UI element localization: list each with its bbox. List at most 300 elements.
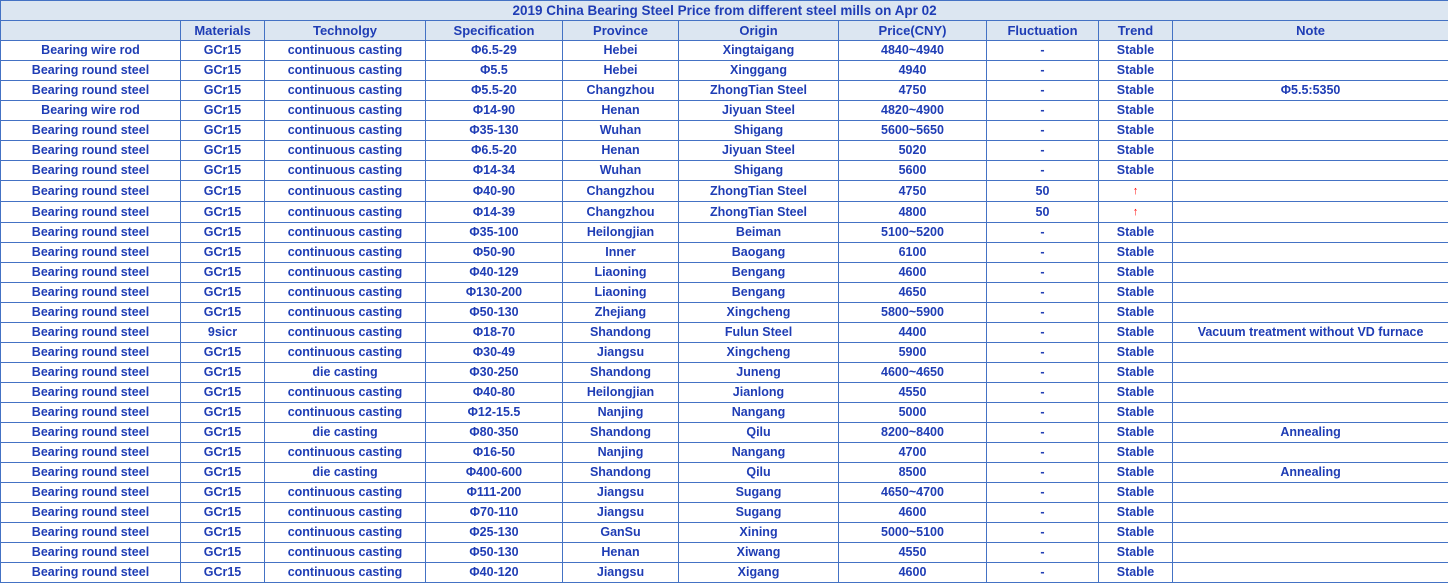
cell-fluctuation[interactable]: - xyxy=(987,243,1099,263)
cell-origin[interactable]: Sugang xyxy=(679,483,839,503)
cell-note[interactable] xyxy=(1173,383,1448,403)
cell-materials[interactable]: 9sicr xyxy=(181,323,265,343)
cell-fluctuation[interactable]: - xyxy=(987,223,1099,243)
cell-technolgy[interactable]: continuous casting xyxy=(265,181,426,202)
cell-price[interactable]: 4650 xyxy=(839,283,987,303)
column-header-origin[interactable]: Origin xyxy=(679,21,839,41)
cell-product[interactable]: Bearing round steel xyxy=(1,61,181,81)
cell-specification[interactable]: Φ50-130 xyxy=(426,303,563,323)
cell-materials[interactable]: GCr15 xyxy=(181,223,265,243)
cell-note[interactable]: Annealing xyxy=(1173,463,1448,483)
cell-province[interactable]: Heilongjian xyxy=(563,383,679,403)
cell-price[interactable]: 4550 xyxy=(839,383,987,403)
cell-technolgy[interactable]: die casting xyxy=(265,363,426,383)
cell-materials[interactable]: GCr15 xyxy=(181,161,265,181)
cell-price[interactable]: 4600 xyxy=(839,263,987,283)
cell-fluctuation[interactable]: - xyxy=(987,423,1099,443)
table-row[interactable] xyxy=(1,323,1448,343)
cell-materials[interactable]: GCr15 xyxy=(181,121,265,141)
cell-specification[interactable]: Φ6.5-29 xyxy=(426,41,563,61)
cell-specification[interactable]: Φ14-39 xyxy=(426,202,563,223)
cell-note[interactable] xyxy=(1173,283,1448,303)
cell-note[interactable] xyxy=(1173,363,1448,383)
cell-specification[interactable]: Φ50-90 xyxy=(426,243,563,263)
cell-technolgy[interactable]: continuous casting xyxy=(265,343,426,363)
cell-origin[interactable]: Xingcheng xyxy=(679,343,839,363)
cell-province[interactable]: Hebei xyxy=(563,61,679,81)
cell-fluctuation[interactable]: - xyxy=(987,303,1099,323)
cell-specification[interactable]: Φ111-200 xyxy=(426,483,563,503)
cell-origin[interactable]: Qilu xyxy=(679,463,839,483)
cell-specification[interactable]: Φ80-350 xyxy=(426,423,563,443)
cell-province[interactable]: Liaoning xyxy=(563,263,679,283)
cell-origin[interactable]: Jianlong xyxy=(679,383,839,403)
cell-specification[interactable]: Φ30-250 xyxy=(426,363,563,383)
cell-price[interactable]: 8200~8400 xyxy=(839,423,987,443)
cell-province[interactable]: Inner xyxy=(563,243,679,263)
cell-province[interactable]: Shandong xyxy=(563,423,679,443)
cell-fluctuation[interactable]: - xyxy=(987,81,1099,101)
cell-trend[interactable]: Stable xyxy=(1099,503,1173,523)
cell-note[interactable] xyxy=(1173,523,1448,543)
cell-note[interactable] xyxy=(1173,503,1448,523)
column-header-materials[interactable]: Materials xyxy=(181,21,265,41)
table-row[interactable] xyxy=(1,202,1448,223)
cell-note[interactable] xyxy=(1173,161,1448,181)
cell-origin[interactable]: Xining xyxy=(679,523,839,543)
cell-price[interactable]: 4820~4900 xyxy=(839,101,987,121)
cell-price[interactable]: 4550 xyxy=(839,543,987,563)
cell-price[interactable]: 4800 xyxy=(839,202,987,223)
cell-origin[interactable]: Sugang xyxy=(679,503,839,523)
cell-price[interactable]: 4650~4700 xyxy=(839,483,987,503)
cell-note[interactable]: Φ5.5:5350 xyxy=(1173,81,1448,101)
cell-technolgy[interactable]: continuous casting xyxy=(265,223,426,243)
cell-trend[interactable]: Stable xyxy=(1099,463,1173,483)
cell-specification[interactable]: Φ70-110 xyxy=(426,503,563,523)
cell-specification[interactable]: Φ40-90 xyxy=(426,181,563,202)
cell-origin[interactable]: Beiman xyxy=(679,223,839,243)
cell-note[interactable]: Annealing xyxy=(1173,423,1448,443)
cell-technolgy[interactable]: continuous casting xyxy=(265,141,426,161)
table-row[interactable] xyxy=(1,141,1448,161)
cell-price[interactable]: 4940 xyxy=(839,61,987,81)
cell-note[interactable] xyxy=(1173,181,1448,202)
cell-materials[interactable]: GCr15 xyxy=(181,403,265,423)
cell-fluctuation[interactable]: - xyxy=(987,101,1099,121)
cell-price[interactable]: 6100 xyxy=(839,243,987,263)
cell-origin[interactable]: Shigang xyxy=(679,121,839,141)
table-row[interactable] xyxy=(1,303,1448,323)
cell-materials[interactable]: GCr15 xyxy=(181,202,265,223)
cell-technolgy[interactable]: continuous casting xyxy=(265,303,426,323)
table-row[interactable] xyxy=(1,383,1448,403)
column-header-province[interactable]: Province xyxy=(563,21,679,41)
cell-trend[interactable]: Stable xyxy=(1099,61,1173,81)
cell-fluctuation[interactable]: - xyxy=(987,323,1099,343)
cell-product[interactable]: Bearing round steel xyxy=(1,343,181,363)
cell-materials[interactable]: GCr15 xyxy=(181,243,265,263)
cell-fluctuation[interactable]: - xyxy=(987,363,1099,383)
cell-origin[interactable]: Xingcheng xyxy=(679,303,839,323)
cell-trend[interactable]: Stable xyxy=(1099,223,1173,243)
cell-fluctuation[interactable]: - xyxy=(987,483,1099,503)
cell-origin[interactable]: Fulun Steel xyxy=(679,323,839,343)
cell-trend[interactable]: Stable xyxy=(1099,423,1173,443)
cell-technolgy[interactable]: continuous casting xyxy=(265,101,426,121)
table-row[interactable] xyxy=(1,423,1448,443)
table-row[interactable] xyxy=(1,363,1448,383)
cell-fluctuation[interactable]: 50 xyxy=(987,181,1099,202)
cell-technolgy[interactable]: continuous casting xyxy=(265,543,426,563)
cell-product[interactable]: Bearing round steel xyxy=(1,383,181,403)
column-header-technolgy[interactable]: Technolgy xyxy=(265,21,426,41)
cell-fluctuation[interactable]: - xyxy=(987,61,1099,81)
cell-price[interactable]: 4600 xyxy=(839,503,987,523)
cell-materials[interactable]: GCr15 xyxy=(181,283,265,303)
cell-note[interactable] xyxy=(1173,343,1448,363)
cell-product[interactable]: Bearing wire rod xyxy=(1,41,181,61)
cell-province[interactable]: Jiangsu xyxy=(563,483,679,503)
cell-note[interactable] xyxy=(1173,443,1448,463)
table-row[interactable] xyxy=(1,243,1448,263)
table-row[interactable] xyxy=(1,283,1448,303)
cell-technolgy[interactable]: continuous casting xyxy=(265,41,426,61)
cell-origin[interactable]: Nangang xyxy=(679,443,839,463)
cell-province[interactable]: Jiangsu xyxy=(563,503,679,523)
cell-materials[interactable]: GCr15 xyxy=(181,141,265,161)
cell-materials[interactable]: GCr15 xyxy=(181,41,265,61)
cell-trend[interactable]: Stable xyxy=(1099,323,1173,343)
cell-note[interactable] xyxy=(1173,121,1448,141)
cell-technolgy[interactable]: continuous casting xyxy=(265,503,426,523)
table-row[interactable] xyxy=(1,41,1448,61)
cell-province[interactable]: Henan xyxy=(563,101,679,121)
cell-province[interactable]: Henan xyxy=(563,141,679,161)
cell-specification[interactable]: Φ40-80 xyxy=(426,383,563,403)
cell-province[interactable]: Nanjing xyxy=(563,443,679,463)
cell-trend[interactable]: Stable xyxy=(1099,303,1173,323)
cell-province[interactable]: Jiangsu xyxy=(563,563,679,583)
cell-province[interactable]: Shandong xyxy=(563,323,679,343)
cell-trend[interactable]: Stable xyxy=(1099,141,1173,161)
cell-technolgy[interactable]: continuous casting xyxy=(265,121,426,141)
cell-product[interactable]: Bearing round steel xyxy=(1,323,181,343)
cell-origin[interactable]: Xiwang xyxy=(679,543,839,563)
cell-origin[interactable]: ZhongTian Steel xyxy=(679,81,839,101)
table-row[interactable] xyxy=(1,443,1448,463)
cell-fluctuation[interactable]: - xyxy=(987,41,1099,61)
cell-province[interactable]: Jiangsu xyxy=(563,343,679,363)
cell-technolgy[interactable]: continuous casting xyxy=(265,161,426,181)
cell-fluctuation[interactable]: 50 xyxy=(987,202,1099,223)
cell-product[interactable]: Bearing round steel xyxy=(1,263,181,283)
cell-trend[interactable] xyxy=(1099,181,1173,202)
cell-product[interactable]: Bearing round steel xyxy=(1,303,181,323)
cell-fluctuation[interactable]: - xyxy=(987,543,1099,563)
cell-note[interactable] xyxy=(1173,263,1448,283)
cell-specification[interactable]: Φ130-200 xyxy=(426,283,563,303)
cell-price[interactable]: 4400 xyxy=(839,323,987,343)
table-row[interactable] xyxy=(1,61,1448,81)
cell-fluctuation[interactable]: - xyxy=(987,121,1099,141)
cell-technolgy[interactable]: continuous casting xyxy=(265,243,426,263)
cell-note[interactable] xyxy=(1173,61,1448,81)
cell-trend[interactable]: Stable xyxy=(1099,41,1173,61)
cell-price[interactable]: 5100~5200 xyxy=(839,223,987,243)
cell-technolgy[interactable]: continuous casting xyxy=(265,443,426,463)
cell-specification[interactable]: Φ14-34 xyxy=(426,161,563,181)
cell-note[interactable] xyxy=(1173,243,1448,263)
cell-fluctuation[interactable]: - xyxy=(987,523,1099,543)
cell-province[interactable]: Hebei xyxy=(563,41,679,61)
cell-province[interactable]: GanSu xyxy=(563,523,679,543)
cell-origin[interactable]: Bengang xyxy=(679,263,839,283)
cell-trend[interactable]: Stable xyxy=(1099,363,1173,383)
cell-technolgy[interactable]: continuous casting xyxy=(265,263,426,283)
cell-trend[interactable]: Stable xyxy=(1099,563,1173,583)
cell-fluctuation[interactable]: - xyxy=(987,343,1099,363)
cell-product[interactable]: Bearing round steel xyxy=(1,161,181,181)
cell-province[interactable]: Changzhou xyxy=(563,181,679,202)
cell-price[interactable]: 4750 xyxy=(839,181,987,202)
cell-product[interactable]: Bearing round steel xyxy=(1,283,181,303)
cell-specification[interactable]: Φ25-130 xyxy=(426,523,563,543)
column-header-specification[interactable]: Specification xyxy=(426,21,563,41)
cell-technolgy[interactable]: continuous casting xyxy=(265,483,426,503)
cell-origin[interactable]: Bengang xyxy=(679,283,839,303)
cell-product[interactable]: Bearing round steel xyxy=(1,181,181,202)
cell-technolgy[interactable]: continuous casting xyxy=(265,61,426,81)
cell-materials[interactable]: GCr15 xyxy=(181,363,265,383)
cell-materials[interactable]: GCr15 xyxy=(181,463,265,483)
column-header-note[interactable]: Note xyxy=(1173,21,1448,41)
cell-materials[interactable]: GCr15 xyxy=(181,303,265,323)
cell-product[interactable]: Bearing round steel xyxy=(1,141,181,161)
cell-materials[interactable]: GCr15 xyxy=(181,61,265,81)
cell-trend[interactable] xyxy=(1099,202,1173,223)
cell-province[interactable]: Henan xyxy=(563,543,679,563)
cell-origin[interactable]: Jiyuan Steel xyxy=(679,141,839,161)
cell-materials[interactable]: GCr15 xyxy=(181,563,265,583)
cell-materials[interactable]: GCr15 xyxy=(181,483,265,503)
cell-technolgy[interactable]: die casting xyxy=(265,423,426,443)
cell-product[interactable]: Bearing round steel xyxy=(1,243,181,263)
table-row[interactable] xyxy=(1,223,1448,243)
cell-fluctuation[interactable]: - xyxy=(987,563,1099,583)
cell-technolgy[interactable]: continuous casting xyxy=(265,202,426,223)
cell-fluctuation[interactable]: - xyxy=(987,263,1099,283)
cell-province[interactable]: Liaoning xyxy=(563,283,679,303)
cell-trend[interactable]: Stable xyxy=(1099,263,1173,283)
cell-note[interactable] xyxy=(1173,101,1448,121)
cell-specification[interactable]: Φ400-600 xyxy=(426,463,563,483)
cell-origin[interactable]: Shigang xyxy=(679,161,839,181)
cell-note[interactable] xyxy=(1173,141,1448,161)
cell-note[interactable]: Vacuum treatment without VD furnace xyxy=(1173,323,1448,343)
cell-note[interactable] xyxy=(1173,223,1448,243)
cell-specification[interactable]: Φ30-49 xyxy=(426,343,563,363)
cell-fluctuation[interactable]: - xyxy=(987,503,1099,523)
cell-materials[interactable]: GCr15 xyxy=(181,443,265,463)
cell-product[interactable]: Bearing round steel xyxy=(1,563,181,583)
cell-specification[interactable]: Φ18-70 xyxy=(426,323,563,343)
cell-product[interactable]: Bearing round steel xyxy=(1,503,181,523)
table-row[interactable] xyxy=(1,343,1448,363)
cell-specification[interactable]: Φ40-120 xyxy=(426,563,563,583)
cell-technolgy[interactable]: continuous casting xyxy=(265,523,426,543)
cell-price[interactable]: 8500 xyxy=(839,463,987,483)
cell-price[interactable]: 5020 xyxy=(839,141,987,161)
cell-materials[interactable]: GCr15 xyxy=(181,543,265,563)
cell-price[interactable]: 5600 xyxy=(839,161,987,181)
cell-trend[interactable]: Stable xyxy=(1099,121,1173,141)
cell-origin[interactable]: Juneng xyxy=(679,363,839,383)
cell-materials[interactable]: GCr15 xyxy=(181,101,265,121)
cell-trend[interactable]: Stable xyxy=(1099,161,1173,181)
cell-note[interactable] xyxy=(1173,543,1448,563)
cell-price[interactable]: 4600~4650 xyxy=(839,363,987,383)
cell-origin[interactable]: Jiyuan Steel xyxy=(679,101,839,121)
cell-fluctuation[interactable]: - xyxy=(987,383,1099,403)
cell-province[interactable]: Nanjing xyxy=(563,403,679,423)
cell-materials[interactable]: GCr15 xyxy=(181,263,265,283)
cell-province[interactable]: Wuhan xyxy=(563,161,679,181)
cell-materials[interactable]: GCr15 xyxy=(181,423,265,443)
cell-note[interactable] xyxy=(1173,403,1448,423)
cell-price[interactable]: 5600~5650 xyxy=(839,121,987,141)
cell-price[interactable]: 5800~5900 xyxy=(839,303,987,323)
column-header-trend[interactable]: Trend xyxy=(1099,21,1173,41)
cell-province[interactable]: Changzhou xyxy=(563,202,679,223)
cell-materials[interactable]: GCr15 xyxy=(181,343,265,363)
table-row[interactable] xyxy=(1,503,1448,523)
column-header-price[interactable]: Price(CNY) xyxy=(839,21,987,41)
cell-fluctuation[interactable]: - xyxy=(987,141,1099,161)
cell-trend[interactable]: Stable xyxy=(1099,523,1173,543)
cell-materials[interactable]: GCr15 xyxy=(181,81,265,101)
cell-province[interactable]: Wuhan xyxy=(563,121,679,141)
cell-origin[interactable]: Nangang xyxy=(679,403,839,423)
cell-product[interactable]: Bearing round steel xyxy=(1,423,181,443)
cell-specification[interactable]: Φ6.5-20 xyxy=(426,141,563,161)
cell-technolgy[interactable]: continuous casting xyxy=(265,383,426,403)
cell-province[interactable]: Shandong xyxy=(563,463,679,483)
cell-note[interactable] xyxy=(1173,202,1448,223)
cell-fluctuation[interactable]: - xyxy=(987,283,1099,303)
cell-product[interactable]: Bearing round steel xyxy=(1,543,181,563)
cell-product[interactable]: Bearing wire rod xyxy=(1,101,181,121)
table-row[interactable] xyxy=(1,161,1448,181)
cell-specification[interactable]: Φ35-100 xyxy=(426,223,563,243)
cell-trend[interactable]: Stable xyxy=(1099,383,1173,403)
cell-price[interactable]: 4600 xyxy=(839,563,987,583)
cell-note[interactable] xyxy=(1173,563,1448,583)
cell-materials[interactable]: GCr15 xyxy=(181,383,265,403)
cell-province[interactable]: Heilongjian xyxy=(563,223,679,243)
cell-province[interactable]: Changzhou xyxy=(563,81,679,101)
cell-trend[interactable]: Stable xyxy=(1099,443,1173,463)
cell-price[interactable]: 4750 xyxy=(839,81,987,101)
table-row[interactable] xyxy=(1,463,1448,483)
cell-origin[interactable]: Xingtaigang xyxy=(679,41,839,61)
cell-specification[interactable]: Φ12-15.5 xyxy=(426,403,563,423)
cell-product[interactable]: Bearing round steel xyxy=(1,443,181,463)
cell-trend[interactable]: Stable xyxy=(1099,403,1173,423)
table-row[interactable] xyxy=(1,523,1448,543)
cell-fluctuation[interactable]: - xyxy=(987,161,1099,181)
table-row[interactable] xyxy=(1,181,1448,202)
cell-origin[interactable]: ZhongTian Steel xyxy=(679,202,839,223)
cell-origin[interactable]: Baogang xyxy=(679,243,839,263)
table-row[interactable] xyxy=(1,81,1448,101)
cell-trend[interactable]: Stable xyxy=(1099,283,1173,303)
cell-origin[interactable]: Xinggang xyxy=(679,61,839,81)
cell-trend[interactable]: Stable xyxy=(1099,243,1173,263)
cell-specification[interactable]: Φ5.5 xyxy=(426,61,563,81)
table-row[interactable] xyxy=(1,563,1448,583)
cell-trend[interactable]: Stable xyxy=(1099,483,1173,503)
cell-materials[interactable]: GCr15 xyxy=(181,523,265,543)
cell-materials[interactable]: GCr15 xyxy=(181,181,265,202)
cell-product[interactable]: Bearing round steel xyxy=(1,121,181,141)
table-row[interactable] xyxy=(1,263,1448,283)
table-row[interactable] xyxy=(1,403,1448,423)
cell-price[interactable]: 4700 xyxy=(839,443,987,463)
cell-fluctuation[interactable]: - xyxy=(987,443,1099,463)
cell-technolgy[interactable]: continuous casting xyxy=(265,563,426,583)
cell-specification[interactable]: Φ5.5-20 xyxy=(426,81,563,101)
cell-technolgy[interactable]: continuous casting xyxy=(265,81,426,101)
cell-price[interactable]: 5900 xyxy=(839,343,987,363)
cell-specification[interactable]: Φ14-90 xyxy=(426,101,563,121)
cell-province[interactable]: Zhejiang xyxy=(563,303,679,323)
cell-trend[interactable]: Stable xyxy=(1099,101,1173,121)
table-row[interactable] xyxy=(1,121,1448,141)
table-row[interactable] xyxy=(1,483,1448,503)
cell-fluctuation[interactable]: - xyxy=(987,403,1099,423)
cell-product[interactable]: Bearing round steel xyxy=(1,81,181,101)
cell-note[interactable] xyxy=(1173,41,1448,61)
cell-materials[interactable]: GCr15 xyxy=(181,503,265,523)
cell-product[interactable]: Bearing round steel xyxy=(1,363,181,383)
cell-product[interactable]: Bearing round steel xyxy=(1,223,181,243)
cell-product[interactable]: Bearing round steel xyxy=(1,403,181,423)
cell-origin[interactable]: Qilu xyxy=(679,423,839,443)
cell-fluctuation[interactable]: - xyxy=(987,463,1099,483)
column-header-fluctuation[interactable]: Fluctuation xyxy=(987,21,1099,41)
cell-specification[interactable]: Φ35-130 xyxy=(426,121,563,141)
cell-specification[interactable]: Φ40-129 xyxy=(426,263,563,283)
cell-technolgy[interactable]: continuous casting xyxy=(265,323,426,343)
cell-origin[interactable]: Xigang xyxy=(679,563,839,583)
table-row[interactable] xyxy=(1,543,1448,563)
cell-product[interactable]: Bearing round steel xyxy=(1,463,181,483)
table-row[interactable] xyxy=(1,101,1448,121)
cell-price[interactable]: 4840~4940 xyxy=(839,41,987,61)
cell-trend[interactable]: Stable xyxy=(1099,543,1173,563)
column-header-product[interactable] xyxy=(1,21,181,41)
cell-technolgy[interactable]: die casting xyxy=(265,463,426,483)
cell-trend[interactable]: Stable xyxy=(1099,343,1173,363)
cell-price[interactable]: 5000~5100 xyxy=(839,523,987,543)
cell-price[interactable]: 5000 xyxy=(839,403,987,423)
cell-product[interactable]: Bearing round steel xyxy=(1,202,181,223)
cell-trend[interactable]: Stable xyxy=(1099,81,1173,101)
cell-product[interactable]: Bearing round steel xyxy=(1,523,181,543)
cell-technolgy[interactable]: continuous casting xyxy=(265,403,426,423)
cell-specification[interactable]: Φ16-50 xyxy=(426,443,563,463)
